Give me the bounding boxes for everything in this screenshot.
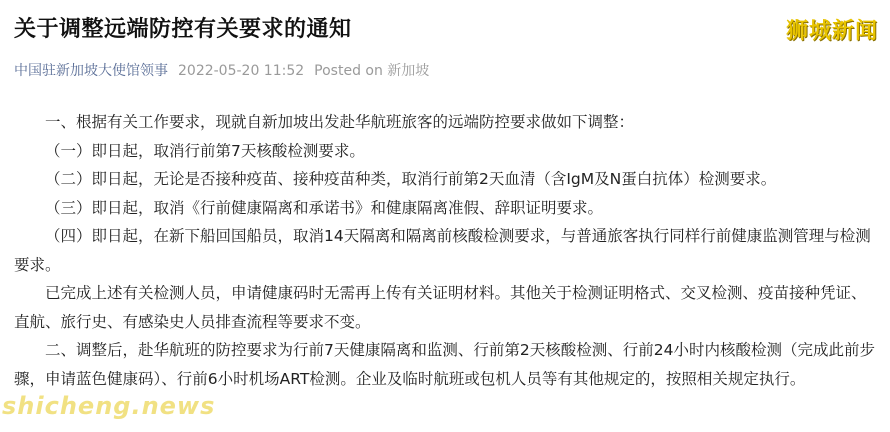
paragraph: （四）即日起，在新下船回国船员，取消14天隔离和隔离前核酸检测要求，与普通旅客执行同样行前健康监测管理与检测要求。: [14, 227, 871, 274]
publish-datetime: 2022-05-20 11:52: [178, 63, 305, 79]
article-body: [14, 108, 880, 393]
paragraph: 二、调整后，赴华航班的防控要求为行前7天健康隔离和监测、行前第2天核酸检测、行前24小时内核酸检测（完成此前步骤，申请蓝色健康码）、行前6小时机场ART检测。企业及临时航班或包机人员等有其他规定的，按照相关规定执行。: [14, 341, 875, 388]
paragraph: （三）即日起，取消《行前健康隔离和承诺书》和健康隔离准假、辞职证明要求。: [45, 198, 604, 217]
paragraph: 一、根据有关工作要求，现就自新加坡出发赴华航班旅客的远端防控要求做如下调整：: [45, 113, 635, 131]
paragraph: （一）即日起，取消行前第7天核酸检测要求。: [45, 141, 365, 160]
article-meta: [14, 60, 429, 80]
posted-location: Posted on 新加坡: [314, 63, 430, 79]
paragraph: （二）即日起，无论是否接种疫苗、接种疫苗种类，取消行前第2天血清（含IgM及N蛋白抗体）检测要求。: [45, 170, 777, 188]
site-watermark: shicheng.news: [2, 392, 216, 420]
account-name-link[interactable]: 中国驻新加坡大使馆领事: [14, 63, 168, 79]
article-title: 关于调整远端防控有关要求的通知: [14, 17, 352, 42]
paragraph: 已完成上述有关检测人员，申请健康码时无需再上传有关证明材料。其他关于检测证明格式、交叉检测、疫苗接种凭证、直航、旅行史、有感染史人员排查流程等要求不变。: [14, 284, 867, 331]
brand-logo: 狮城新闻: [785, 19, 878, 44]
